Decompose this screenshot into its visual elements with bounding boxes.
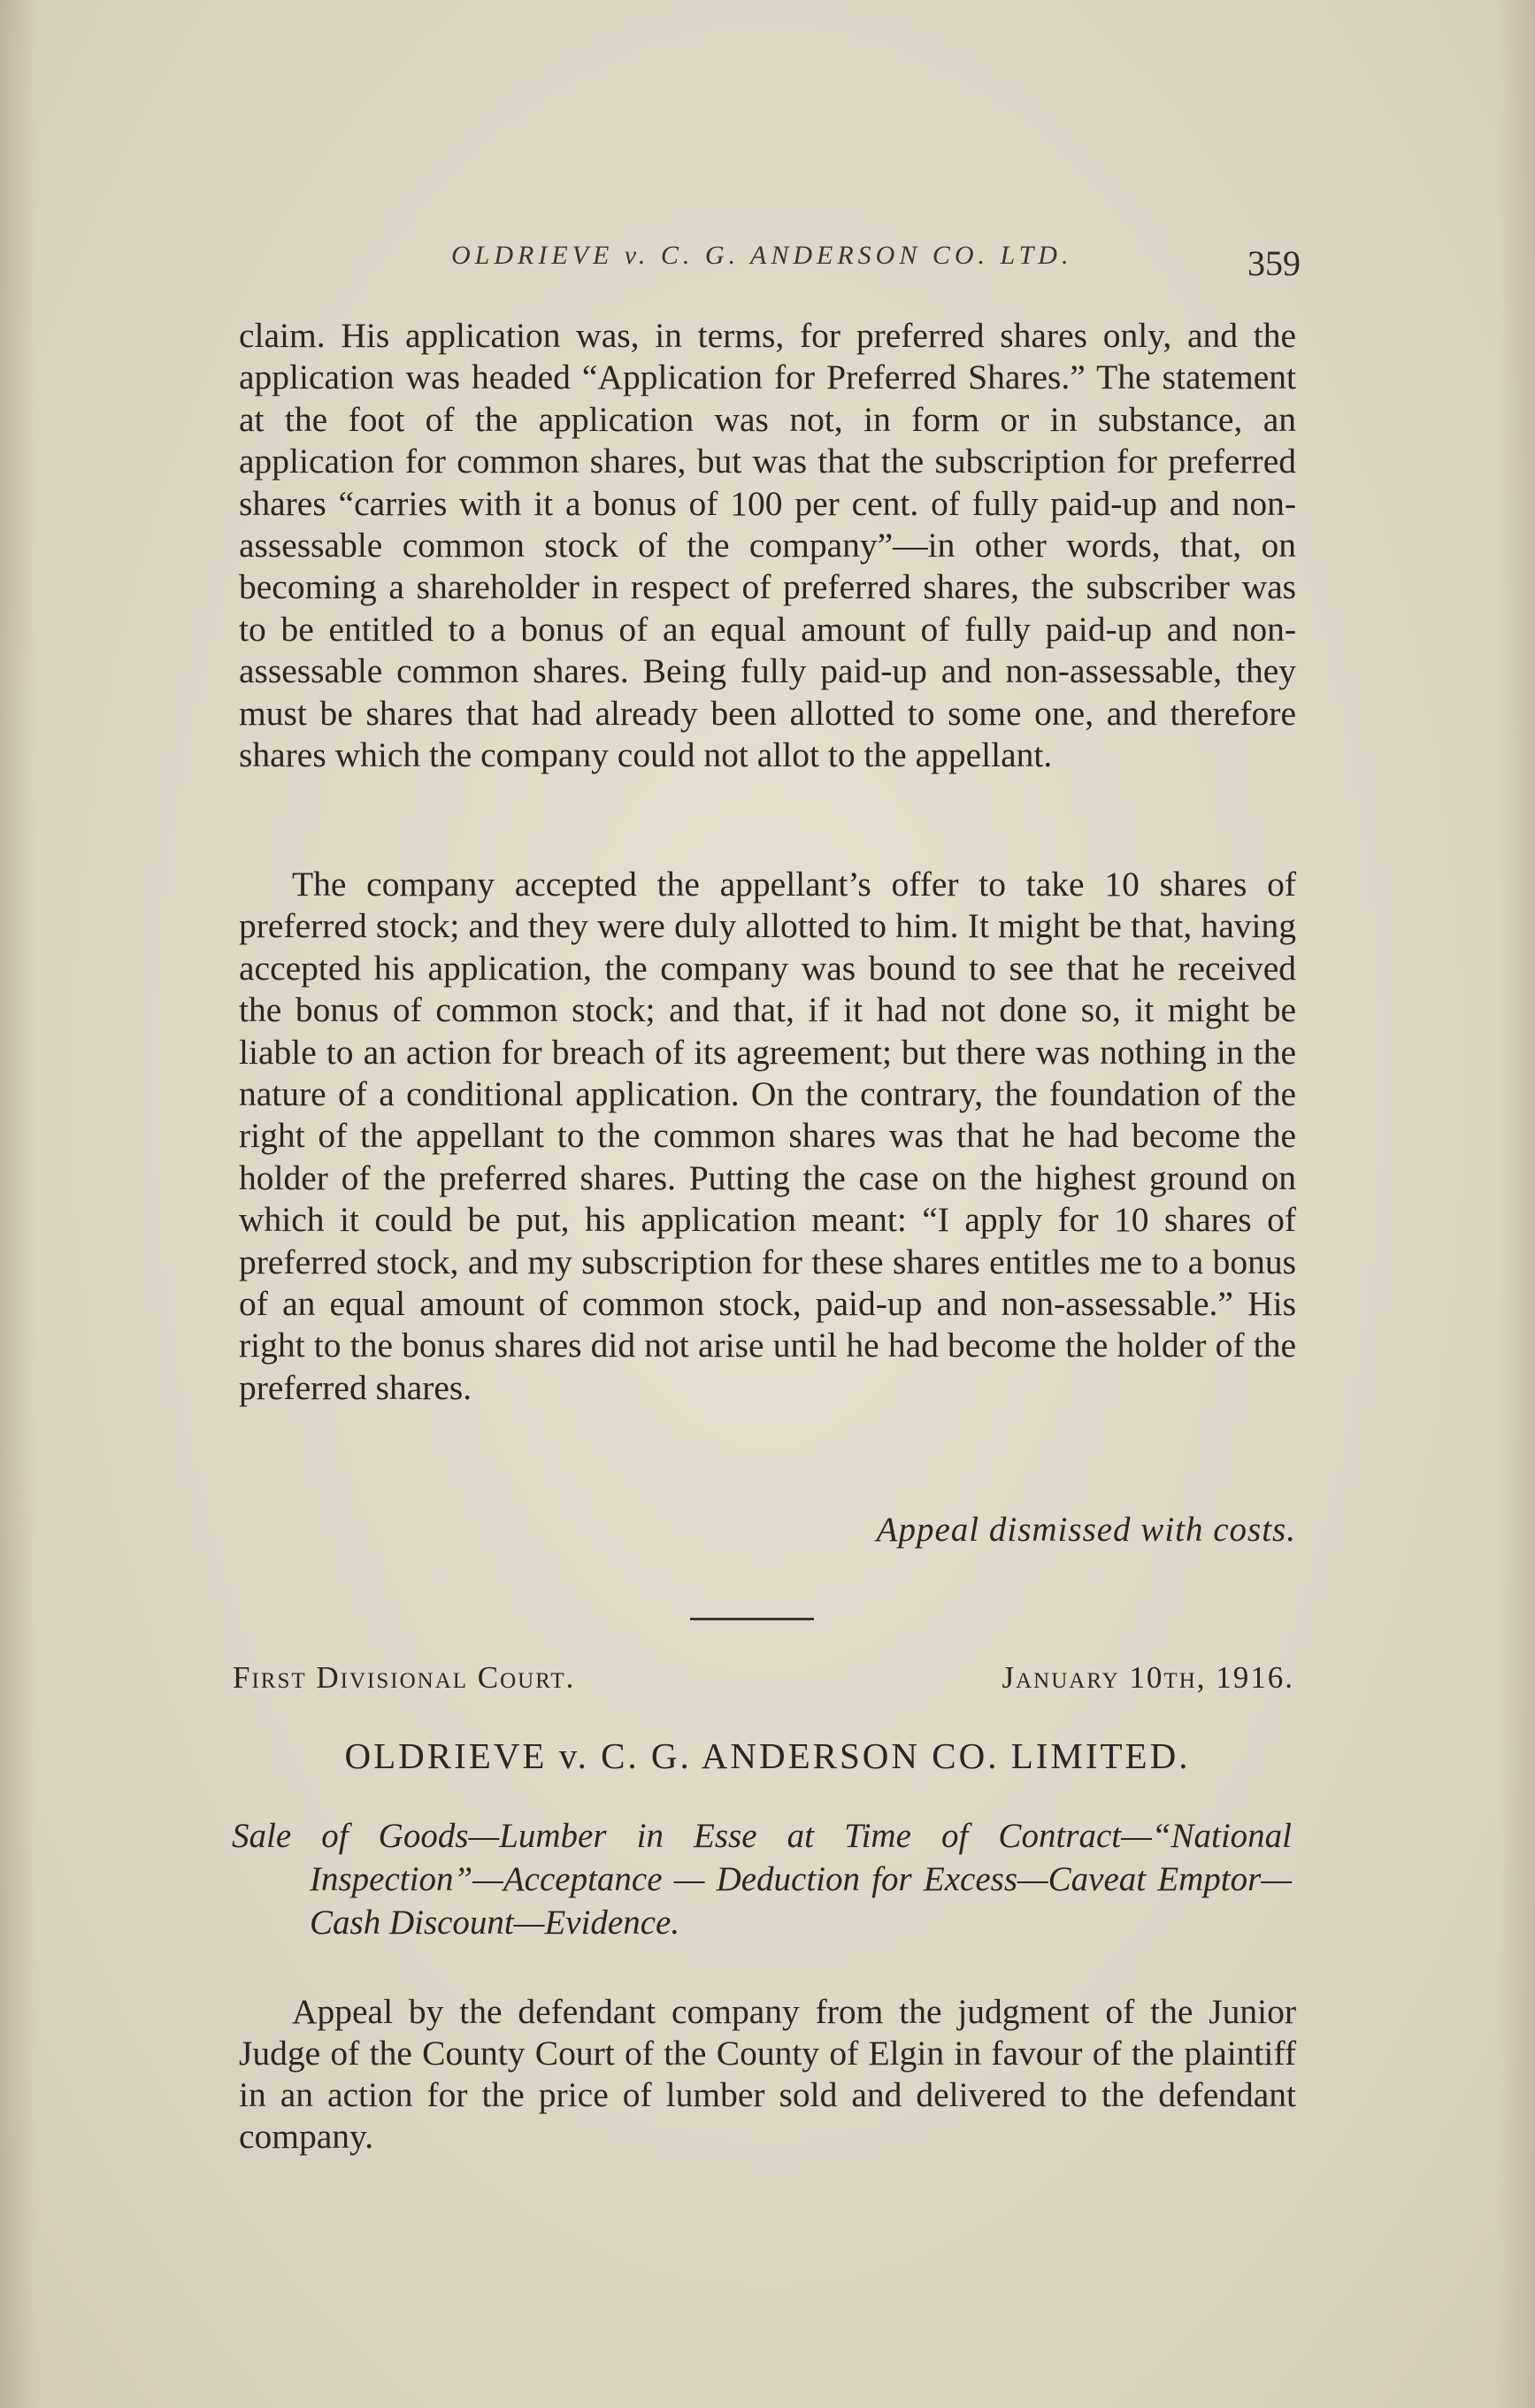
page-edge-shadow-right xyxy=(1500,0,1535,2408)
disposition: Appeal dismissed with costs. xyxy=(876,1511,1296,1549)
headnote: Sale of Goods—Lumber in Esse at Time of Contract—“National Inspection”—Acceptance — Deduction for Excess—Caveat Emptor—Cash Discount—Evidence. xyxy=(232,1817,1292,1942)
page-edge-shadow-left xyxy=(0,0,35,2408)
appeal-paragraph: Appeal by the defendant company from the judgment of the Junior Judge of the County Court of the County of Elgin in favour of the plaintiff in an action for the price of lumber sold and delivered to the defendant company. xyxy=(239,1992,1296,2156)
court-date: January 10th, 1916. xyxy=(1002,1660,1294,1695)
court-name: First Divisional Court. xyxy=(233,1660,576,1695)
case-title: OLDRIEVE v. C. G. ANDERSON CO. LIMITED. xyxy=(344,1735,1191,1776)
body-paragraph-2: The company accepted the appellant’s offer to take 10 shares of preferred stock; and they were duly allotted to him. It might be that, having accepted his application, the company was bound to see that he received the bonus of common stock; and that, if it had not done so, it might be liable to an action for breach of its agreement; but there was nothing in the nature of a conditional application. On the contrary, the foundation of the right of the appellant to the common shares was that he had become the holder of the preferred shares. Putting the case on the highest ground on which it could be put, his application meant: “I apply for 10 shares of preferred stock, and my subscription for these shares entitles me to a bonus of an equal amount of common stock, paid-up and non-assessable.” His right to the bonus shares did not arise until he had become the holder of the preferred shares. xyxy=(239,865,1296,1407)
body-paragraph-1: claim. His application was, in terms, for preferred shares only, and the application was headed “Application for Preferred Shares.” The statement at the foot of the application was not, in form or in substance, an application for common shares, but was that the subscription for preferred shares “carries with it a bonus of 100 per cent. of fully paid-up and non-assessable common stock of the company”—in other words, that, on becoming a shareholder in respect of preferred shares, the subscriber was to be entitled to a bonus of an equal amount of fully paid-up and non-assessable common shares. Being fully paid-up and non-assessable, they must be shares that had already been allotted to some one, and therefore shares which the company could not allot to the appellant. xyxy=(239,316,1296,775)
running-title: OLDRIEVE v. C. G. ANDERSON CO. LTD. xyxy=(451,241,1073,270)
section-divider-rule xyxy=(690,1618,814,1620)
page-number: 359 xyxy=(1247,243,1301,283)
court-line xyxy=(233,1660,1294,1704)
running-head xyxy=(239,232,1301,285)
